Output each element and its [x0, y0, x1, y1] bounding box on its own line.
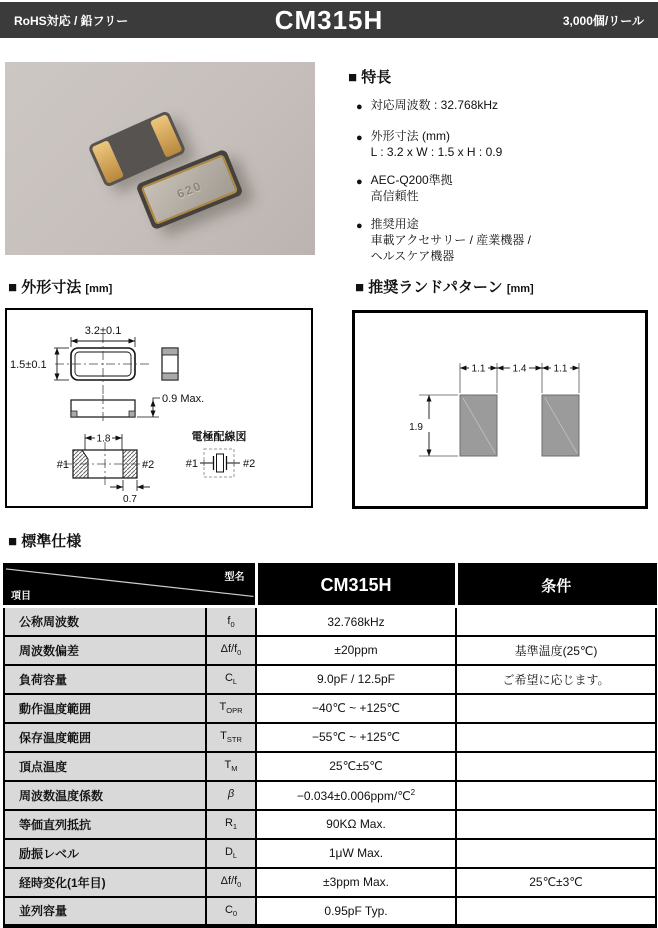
wiring-pin1-label: #1 — [185, 458, 198, 470]
spec-header-item: 項目 — [11, 591, 31, 603]
spec-condition — [456, 810, 656, 839]
spec-condition — [456, 781, 656, 810]
feature-item — [348, 172, 650, 204]
spec-label: 等価直列抵抗 — [4, 810, 206, 839]
land-pattern-heading: ■ 推奨ランドパターン [mm] — [355, 279, 534, 296]
table-row — [4, 607, 656, 636]
spec-value: 1μW Max. — [256, 839, 456, 868]
dim-land-gap: 1.4 — [512, 363, 527, 375]
table-row — [4, 694, 656, 723]
spec-condition — [456, 694, 656, 723]
feature-line: 車載アクセサリー / 産業機器 / — [370, 233, 531, 247]
gold-terminal — [91, 140, 124, 184]
spec-value: 9.0pF / 12.5pF — [256, 665, 456, 694]
feature-line: 推奨用途 — [370, 217, 419, 231]
spec-label: 経時変化(1年目) — [4, 868, 206, 897]
table-row — [4, 752, 656, 781]
land-pattern-unit: [mm] — [506, 283, 534, 295]
spec-header-condition: 条件 — [456, 564, 656, 607]
spec-value: −55℃ ~ +125℃ — [256, 723, 456, 752]
spec-condition: 基準温度(25℃) — [456, 636, 656, 665]
spec-condition — [456, 752, 656, 781]
spec-table — [3, 563, 657, 928]
dim-body-height: 1.5±0.1 — [10, 359, 47, 371]
spec-condition: ご希望に応じます。 — [456, 665, 656, 694]
feature-line: 高信頼性 — [370, 189, 419, 203]
spec-symbol: $R_1$ — [206, 810, 256, 839]
page-header-bar — [0, 2, 658, 38]
dim-pad-span: 1.8 — [96, 433, 111, 445]
rohs-label: RoHS対応 / 鉛フリー — [14, 13, 129, 28]
diagonal-divider — [6, 566, 254, 599]
spec-symbol: $T_{OPR}$ — [206, 694, 256, 723]
outline-drawing-box — [5, 308, 313, 508]
spec-label: 周波数温度係数 — [4, 781, 206, 810]
spec-condition — [456, 839, 656, 868]
table-row — [4, 810, 656, 839]
feature-item — [348, 97, 650, 116]
spec-condition: 25℃±3℃ — [456, 868, 656, 897]
bullet-icon: ● — [356, 101, 363, 113]
product-photo — [5, 62, 315, 255]
outline-heading: ■ 外形寸法 [mm] — [8, 279, 113, 296]
bullet-icon: ● — [356, 176, 363, 188]
table-row — [4, 723, 656, 752]
pad1-label: #1 — [56, 459, 69, 471]
spec-label: 公称周波数 — [4, 607, 206, 636]
dim-thickness: 0.9 Max. — [162, 393, 205, 405]
land-pattern-drawing — [355, 313, 645, 506]
spec-label: 負荷容量 — [4, 665, 206, 694]
spec-symbol: $f_0$ — [206, 607, 256, 636]
packaging-label: 3,000個/リール — [562, 13, 644, 28]
lid-marking: 620 — [174, 178, 205, 201]
spec-header-corner — [4, 564, 256, 607]
spec-symbol: β — [206, 781, 256, 810]
feature-line: 外形寸法 (mm) — [370, 129, 450, 143]
feature-item — [348, 128, 650, 160]
wiring-diagram-title: 電極配線図 — [191, 431, 247, 443]
table-row — [4, 839, 656, 868]
spec-header-product: CM315H — [256, 564, 456, 607]
spec-value: 25℃±5℃ — [256, 752, 456, 781]
spec-label: 保存温度範囲 — [4, 723, 206, 752]
dim-pad-width: 0.7 — [123, 494, 137, 505]
spec-header-model: 型名 — [224, 572, 245, 583]
bullet-icon: ● — [356, 220, 363, 232]
dim-land-pad-height: 1.9 — [409, 422, 423, 433]
outline-drawing — [7, 310, 311, 506]
feature-line: AEC-Q200準拠 — [370, 173, 453, 187]
spec-value: 32.768kHz — [256, 607, 456, 636]
spec-value: ±3ppm Max. — [256, 868, 456, 897]
table-row — [4, 897, 656, 926]
spec-value: −40℃ ~ +125℃ — [256, 694, 456, 723]
spec-symbol: $C_L$ — [206, 665, 256, 694]
spec-label: 頂点温度 — [4, 752, 206, 781]
spec-condition — [456, 607, 656, 636]
spec-label: 周波数偏差 — [4, 636, 206, 665]
dim-body-width: 3.2±0.1 — [84, 325, 122, 337]
land-pattern-box — [352, 310, 648, 509]
spec-symbol: $D_L$ — [206, 839, 256, 868]
spec-label: 動作温度範囲 — [4, 694, 206, 723]
spec-label: 励振レベル — [4, 839, 206, 868]
feature-item — [348, 216, 650, 264]
spec-heading: ■ 標準仕様 — [8, 533, 82, 550]
dim-land-pad-width-2: 1.1 — [553, 363, 568, 375]
features-section — [348, 62, 650, 276]
spec-symbol: $\Delta f/f_0$ — [206, 636, 256, 665]
product-title: CM315H — [274, 4, 384, 35]
dim-land-pad-width: 1.1 — [471, 363, 486, 375]
feature-line: 対応周波数 : 32.768kHz — [370, 98, 499, 112]
table-row — [4, 665, 656, 694]
pad2-label: #2 — [142, 459, 155, 471]
table-row — [4, 636, 656, 665]
spec-value: −0.034±0.006ppm/℃$^2$ — [256, 781, 456, 810]
table-row — [4, 868, 656, 897]
spec-condition — [456, 897, 656, 926]
spec-symbol: $C_0$ — [206, 897, 256, 926]
gold-terminal — [150, 114, 183, 158]
feature-line: L : 3.2 x W : 1.5 x H : 0.9 — [370, 145, 503, 159]
wiring-pin2-label: #2 — [243, 458, 256, 470]
spec-label: 並列容量 — [4, 897, 206, 926]
spec-symbol: $T_M$ — [206, 752, 256, 781]
spec-symbol: $\Delta f/f_0$ — [206, 868, 256, 897]
spec-symbol: $T_{STR}$ — [206, 723, 256, 752]
bullet-icon: ● — [356, 132, 363, 144]
spec-value: 90KΩ Max. — [256, 810, 456, 839]
table-row — [4, 781, 656, 810]
feature-line: ヘルスケア機器 — [370, 249, 455, 263]
outline-unit: [mm] — [85, 283, 113, 295]
spec-condition — [456, 723, 656, 752]
spec-header-row — [4, 564, 656, 607]
spec-value: ±20ppm — [256, 636, 456, 665]
features-heading: ■ 特長 — [348, 69, 392, 86]
spec-value: 0.95pF Typ. — [256, 897, 456, 926]
